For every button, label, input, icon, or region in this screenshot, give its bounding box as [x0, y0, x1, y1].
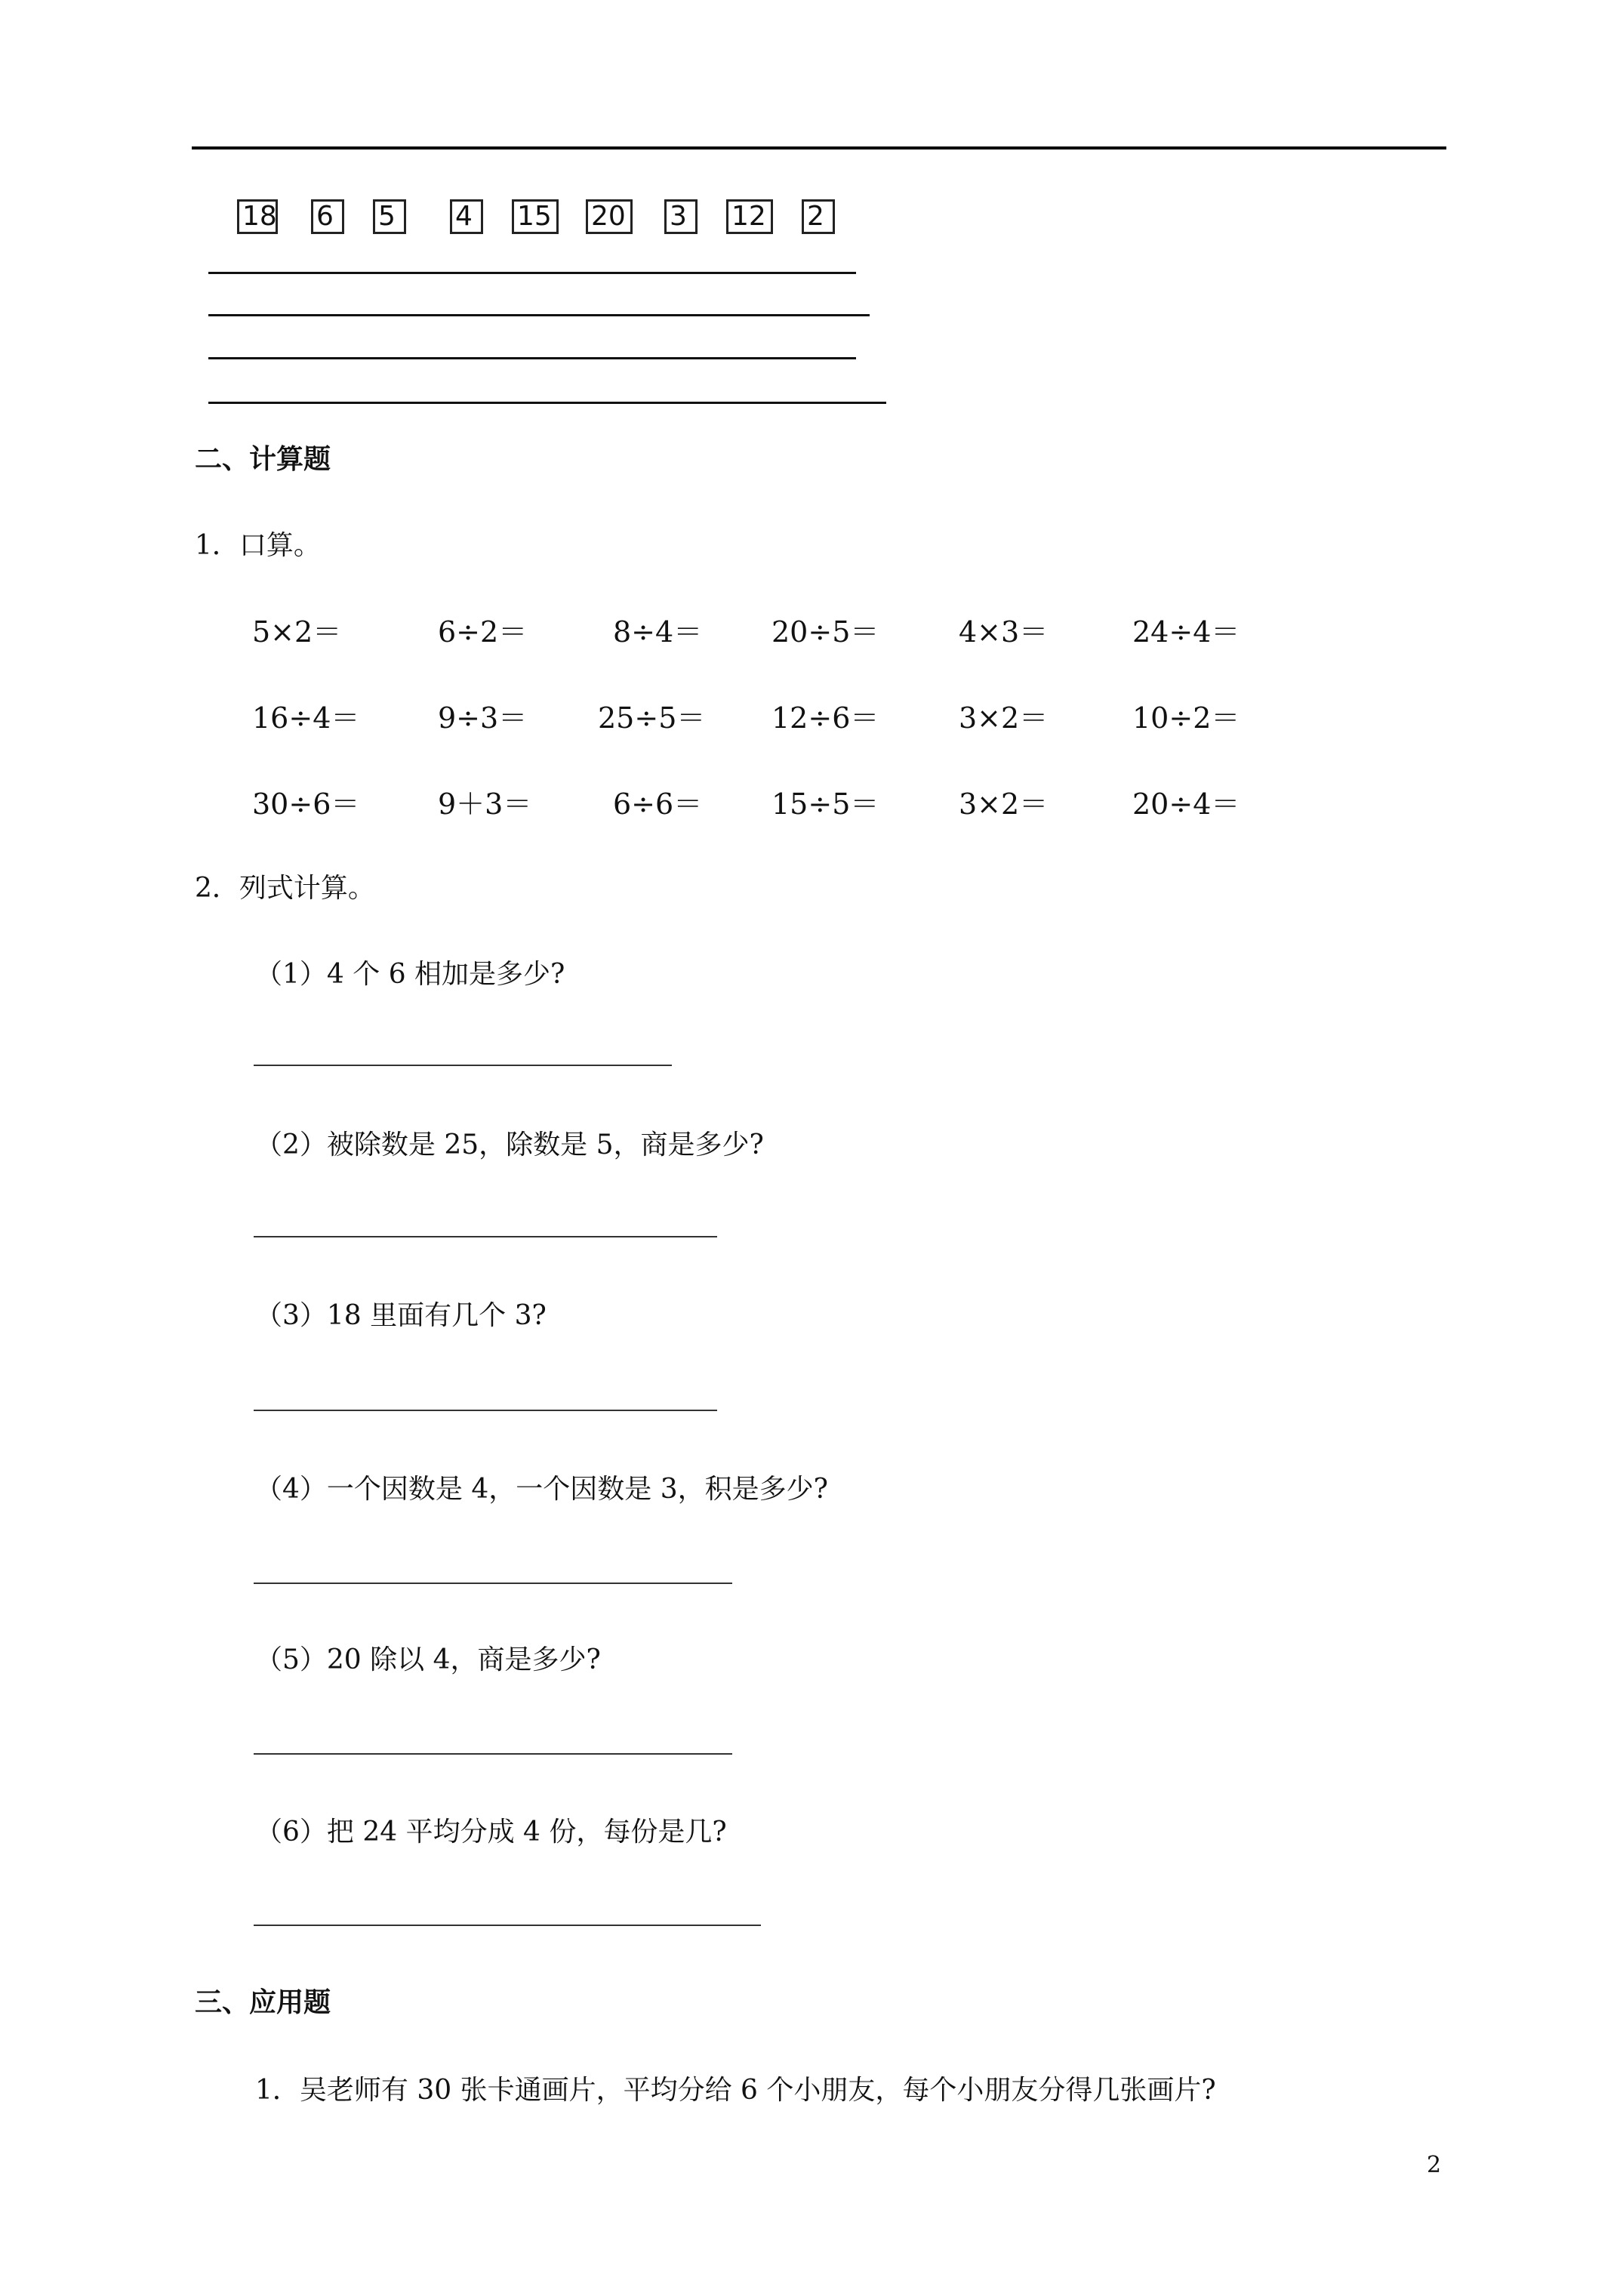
number-box: 2 [802, 199, 835, 234]
mental-math-item: 8÷4＝ [613, 615, 703, 649]
mental-math-item: 25÷5＝ [598, 701, 706, 735]
number-box: 6 [311, 199, 344, 234]
sub-question: （5）20 除以 4，商是多少? [255, 1644, 601, 1675]
section-title-application: 三、应用题 [195, 1986, 331, 2018]
number-box: 18 [237, 199, 278, 234]
sub-question: （3）18 里面有几个 3? [255, 1300, 547, 1331]
question-title-mental-math: 1．口算。 [195, 530, 321, 561]
number-box: 5 [373, 199, 406, 234]
answer-line[interactable] [208, 402, 886, 404]
application-question: 1．吴老师有 30 张卡通画片，平均分给 6 个小朋友，每个小朋友分得几张画片? [255, 2075, 1216, 2106]
number-box: 15 [512, 199, 559, 234]
number-box: 12 [726, 199, 773, 234]
mental-math-item: 12÷6＝ [771, 701, 879, 735]
mental-math-item: 3×2＝ [959, 787, 1049, 821]
question-title-written-calc: 2．列式计算。 [195, 873, 375, 904]
header-rule [192, 146, 1446, 149]
answer-blank[interactable] [254, 1410, 717, 1411]
sub-question: （4）一个因数是 4，一个因数是 3，积是多少? [255, 1474, 828, 1505]
number-box: 20 [586, 199, 633, 234]
answer-line[interactable] [208, 357, 856, 359]
section-title-calculation: 二、计算题 [195, 443, 331, 475]
mental-math-item: 5×2＝ [252, 615, 342, 649]
mental-math-item: 6÷6＝ [613, 787, 703, 821]
mental-math-item: 16÷4＝ [252, 701, 360, 735]
mental-math-item: 20÷5＝ [771, 615, 879, 649]
mental-math-item: 24÷4＝ [1132, 615, 1240, 649]
mental-math-item: 10÷2＝ [1132, 701, 1240, 735]
sub-question: （6）把 24 平均分成 4 份，每份是几? [255, 1817, 727, 1848]
mental-math-item: 15÷5＝ [771, 787, 879, 821]
number-box: 4 [450, 199, 483, 234]
mental-math-item: 3×2＝ [959, 701, 1049, 735]
mental-math-item: 30÷6＝ [252, 787, 360, 821]
mental-math-item: 4×3＝ [959, 615, 1049, 649]
mental-math-item: 9÷3＝ [438, 701, 528, 735]
number-box: 3 [664, 199, 698, 234]
answer-blank[interactable] [254, 1583, 732, 1584]
answer-blank[interactable] [254, 1753, 732, 1755]
mental-math-item: 20÷4＝ [1132, 787, 1240, 821]
page-number: 2 [1427, 2152, 1442, 2178]
answer-line[interactable] [208, 272, 856, 274]
answer-blank[interactable] [254, 1065, 672, 1066]
answer-line[interactable] [208, 314, 870, 316]
sub-question: （1）4 个 6 相加是多少? [255, 959, 565, 990]
answer-blank[interactable] [254, 1236, 717, 1237]
answer-blank[interactable] [254, 1925, 761, 1926]
sub-question: （2）被除数是 25，除数是 5，商是多少? [255, 1130, 764, 1160]
mental-math-item: 9＋3＝ [438, 787, 532, 821]
mental-math-item: 6÷2＝ [438, 615, 528, 649]
